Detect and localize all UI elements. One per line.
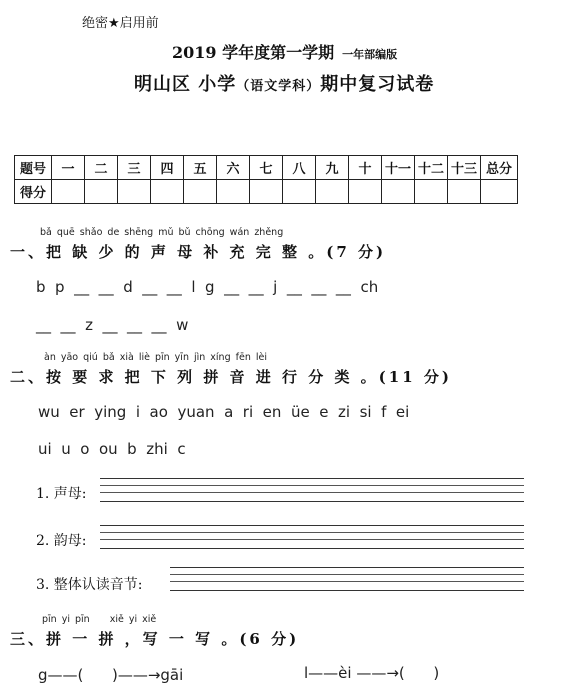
q2-line2: ui u o ou b zhi c (38, 440, 186, 458)
score-value-row (15, 180, 518, 204)
answer-lines-whole-syllables[interactable] (170, 567, 524, 591)
score-header-cell: 九 (316, 156, 349, 180)
score-header-cell: 十 (349, 156, 382, 180)
score-header-cell: 十三 (448, 156, 481, 180)
score-header-cell: 五 (184, 156, 217, 180)
q2-line1: wu er ying i ao yuan a ri en üe e zi si f ei (38, 403, 410, 421)
exam-title (134, 70, 434, 96)
q1-heading: 一、把 缺 少 的 声 母 补 充 完 整 。(7 分) (10, 243, 387, 261)
edition-text: 一年部编版 (342, 48, 398, 61)
q2-pinyin: àn yāo qiú bǎ xià liè pīn yīn jìn xíng fēn lèi (44, 352, 267, 363)
score-cell[interactable] (283, 180, 316, 204)
score-cell[interactable] (382, 180, 415, 204)
title-part-a: 明山区 小学 (134, 74, 237, 95)
q2-label-finals: 2. 韵母: (36, 533, 87, 549)
score-cell[interactable] (151, 180, 184, 204)
score-header-cell: 十一 (382, 156, 415, 180)
q1-line1: b p __ __ d __ __ l g __ __ j __ __ __ ch (36, 278, 379, 296)
q1-pinyin: bǎ quē shǎo de shēng mǔ bǔ chōng wán zhěng (40, 227, 284, 238)
confidential-notice: 绝密★启用前 (82, 16, 159, 31)
score-header-row (15, 156, 518, 180)
score-header-cell: 题号 (15, 156, 52, 180)
title-subject: （语文学科） (236, 79, 321, 94)
score-header-cell: 二 (85, 156, 118, 180)
score-cell[interactable] (85, 180, 118, 204)
score-cell[interactable] (184, 180, 217, 204)
q3-exercise-1: g——( )——→gāi (38, 666, 184, 684)
answer-lines-initials[interactable] (100, 478, 524, 502)
answer-lines-finals[interactable] (100, 525, 524, 549)
score-header-cell: 三 (118, 156, 151, 180)
score-header-cell: 十二 (415, 156, 448, 180)
q1-line2: __ __ z __ __ __ w (36, 316, 189, 334)
score-row-label: 得分 (15, 180, 52, 204)
q2-label-whole-syllables: 3. 整体认读音节: (36, 577, 143, 593)
score-header-cell: 八 (283, 156, 316, 180)
score-header-cell: 总分 (481, 156, 518, 180)
score-header-cell: 四 (151, 156, 184, 180)
score-header-cell: 一 (52, 156, 85, 180)
school-year (172, 40, 397, 63)
score-header-cell: 七 (250, 156, 283, 180)
score-cell[interactable] (52, 180, 85, 204)
score-header-cell: 六 (217, 156, 250, 180)
q2-label-initials: 1. 声母: (36, 486, 87, 502)
score-table (14, 155, 518, 204)
score-cell[interactable] (349, 180, 382, 204)
q3-exercise-2: l——èi ——→( ) (304, 664, 440, 682)
score-cell[interactable] (118, 180, 151, 204)
q3-heading: 三、拼 一 拼 ，写 一 写 。(6 分) (10, 630, 300, 648)
title-part-b: 期中复习试卷 (320, 74, 435, 95)
year-text: 2019 学年度第一学期 (172, 43, 335, 62)
score-cell[interactable] (481, 180, 518, 204)
score-cell[interactable] (415, 180, 448, 204)
score-cell[interactable] (448, 180, 481, 204)
score-cell[interactable] (250, 180, 283, 204)
q2-heading: 二、按 要 求 把 下 列 拼 音 进 行 分 类 。(11 分) (10, 368, 452, 386)
score-cell[interactable] (316, 180, 349, 204)
q3-pinyin: pīn yi pīn xiě yi xiě (42, 614, 157, 625)
score-cell[interactable] (217, 180, 250, 204)
